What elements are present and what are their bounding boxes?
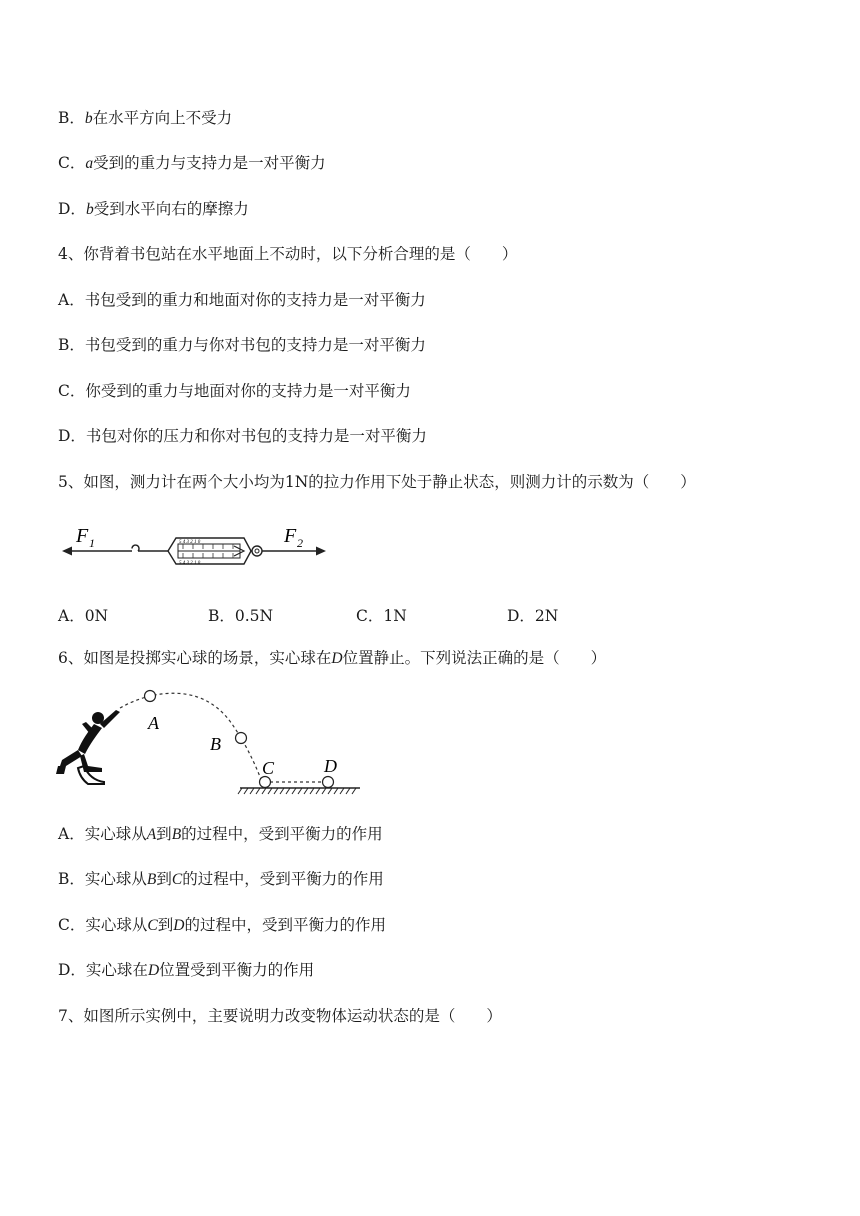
- force-label-f2-sub: 2: [297, 536, 303, 550]
- q4-option-b: B．书包受到的重力与你对书包的支持力是一对平衡力: [58, 336, 426, 354]
- point-label-b: B: [210, 734, 221, 754]
- point-label-a: A: [148, 713, 159, 733]
- point-label-d: D: [324, 756, 337, 776]
- point-label-c: C: [262, 758, 275, 778]
- spring-scale-figure: [58, 520, 338, 580]
- q3-option-c: C．a受到的重力与支持力是一对平衡力: [58, 154, 326, 172]
- q6-option-a: A．实心球从A到B的过程中，受到平衡力的作用: [58, 825, 383, 843]
- q7-stem: 7、如图所示实例中，主要说明力改变物体运动状态的是（ ）: [58, 1007, 502, 1025]
- q3-option-b: B．b在水平方向上不受力: [58, 109, 233, 127]
- force-label-f2: F: [284, 525, 297, 547]
- force-label-f1-sub: 1: [89, 536, 95, 550]
- q3-option-d: D．b受到水平向右的摩擦力: [58, 200, 249, 218]
- q4-stem: 4、你背着书包站在水平地面上不动时，以下分析合理的是（ ）: [58, 245, 518, 263]
- force-label-f1: F: [76, 525, 89, 547]
- q6-option-b: B．实心球从B到C的过程中，受到平衡力的作用: [58, 870, 384, 888]
- q5-option-d: D．2N: [507, 607, 559, 625]
- thrower-figure: [56, 710, 120, 784]
- ball-b: [236, 733, 247, 744]
- q5-option-c: C．1N: [356, 607, 407, 625]
- ball-a: [145, 691, 156, 702]
- q6-option-c: C．实心球从C到D的过程中，受到平衡力的作用: [58, 916, 386, 934]
- q4-option-c: C．你受到的重力与地面对你的支持力是一对平衡力: [58, 382, 411, 400]
- shot-put-figure: [54, 684, 366, 800]
- q4-option-a: A．书包受到的重力和地面对你的支持力是一对平衡力: [58, 291, 426, 309]
- q5-option-a: A．0N: [58, 607, 109, 625]
- q6-option-d: D．实心球在D位置受到平衡力的作用: [58, 961, 315, 979]
- ball-c: [260, 777, 271, 788]
- q5-options: [58, 604, 618, 624]
- scale-numbers-top: 5 4 3 2 1 0: [179, 540, 201, 545]
- q5-stem: 5、如图，测力计在两个大小均为1N的拉力作用下处于静止状态，则测力计的示数为（ ）: [58, 473, 696, 491]
- scale-numbers-bottom: 5 4 3 2 1 0: [179, 561, 201, 566]
- q6-stem: 6、如图是投掷实心球的场景，实心球在D位置静止。下列说法正确的是（ ）: [58, 649, 607, 667]
- ball-d: [323, 777, 334, 788]
- q4-option-d: D．书包对你的压力和你对书包的支持力是一对平衡力: [58, 427, 427, 445]
- q5-option-b: B．0.5N: [208, 607, 274, 625]
